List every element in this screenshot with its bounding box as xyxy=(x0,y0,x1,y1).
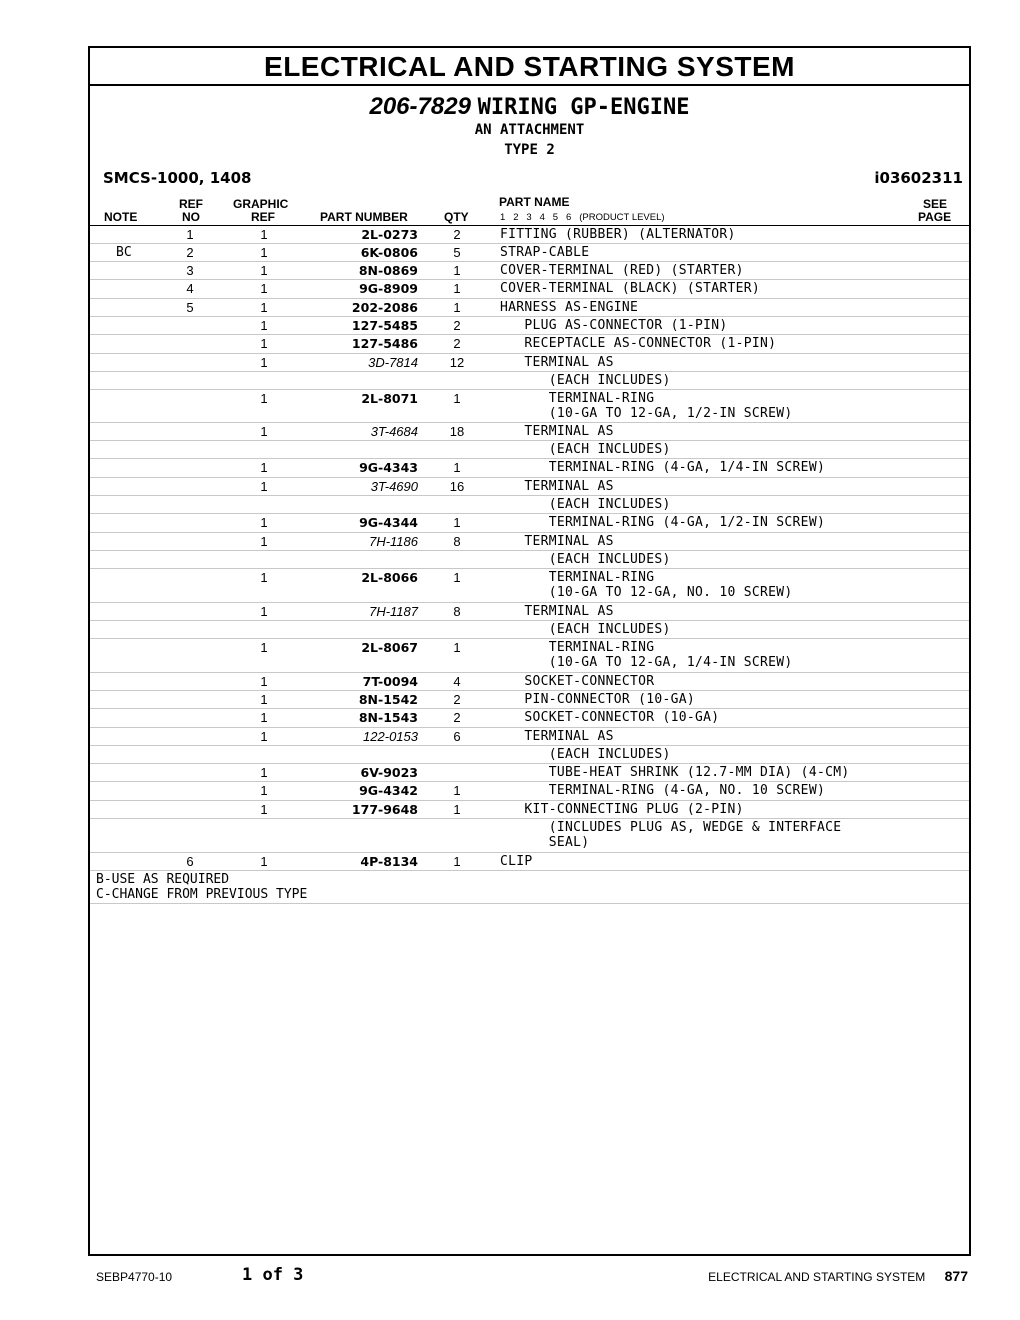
graphic-ref-cell: 1 xyxy=(260,692,268,707)
column-header xyxy=(90,195,969,226)
section-title: ELECTRICAL AND STARTING SYSTEM xyxy=(90,48,969,86)
qty-cell: 1 xyxy=(453,391,461,406)
part-name-cell: TERMINAL AS xyxy=(500,534,614,549)
ref-no-cell: 2 xyxy=(186,245,194,260)
ref-no-cell: 1 xyxy=(186,227,194,242)
table-row xyxy=(90,533,969,551)
part-name-cell: RECEPTACLE AS-CONNECTOR (1-PIN) xyxy=(500,336,777,351)
qty-cell: 4 xyxy=(453,674,461,689)
graphic-ref-cell: 1 xyxy=(260,604,268,619)
qty-cell: 1 xyxy=(453,854,461,869)
parts-page-frame xyxy=(88,46,971,1256)
ref-no-cell: 6 xyxy=(186,854,194,869)
qty-cell: 2 xyxy=(453,710,461,725)
part-number-cell: 2L-8071 xyxy=(361,391,418,406)
qty-cell: 1 xyxy=(453,640,461,655)
graphic-ref-cell: 1 xyxy=(260,300,268,315)
part-number-cell: 9G-4342 xyxy=(359,783,418,798)
page-number: 877 xyxy=(944,1268,968,1284)
table-row xyxy=(90,423,969,441)
table-row xyxy=(90,478,969,496)
table-row xyxy=(90,764,969,782)
table-row xyxy=(90,639,969,673)
attachment-line: AN ATTACHMENT xyxy=(474,122,585,138)
part-name-cell: SOCKET-CONNECTOR xyxy=(500,674,655,689)
table-row xyxy=(90,244,969,262)
qty-cell: 1 xyxy=(453,802,461,817)
graphic-ref-cell: 1 xyxy=(260,729,268,744)
graphic-ref-cell: 1 xyxy=(260,765,268,780)
footer-section xyxy=(708,1268,968,1284)
qty-cell: 1 xyxy=(453,460,461,475)
graphic-ref-cell: 1 xyxy=(260,281,268,296)
notes-block xyxy=(90,871,969,904)
part-number-cell: 7H-1187 xyxy=(369,604,418,619)
graphic-ref-cell: 1 xyxy=(260,227,268,242)
part-name-cell: TERMINAL-RING (4-GA, 1/4-IN SCREW) xyxy=(500,460,826,475)
part-number-cell: 2L-8066 xyxy=(361,570,418,585)
qty-cell: 16 xyxy=(449,479,465,494)
table-row xyxy=(90,673,969,691)
graphic-ref-cell: 1 xyxy=(260,460,268,475)
graphic-ref-cell: 1 xyxy=(260,802,268,817)
qty-cell: 1 xyxy=(453,281,461,296)
part-number-cell: 7H-1186 xyxy=(369,534,418,549)
part-name-cell: PLUG AS-CONNECTOR (1-PIN) xyxy=(500,318,728,333)
ref-no-cell: 3 xyxy=(186,263,194,278)
part-name-cell: TERMINAL AS xyxy=(500,604,614,619)
graphic-ref-cell: 1 xyxy=(260,674,268,689)
note-cell: BC xyxy=(116,245,132,260)
table-row xyxy=(90,390,969,423)
part-number-cell: 3D-7814 xyxy=(368,355,418,370)
col-part-name: PART NAME xyxy=(499,195,570,209)
type-line: TYPE 2 xyxy=(504,142,555,158)
document-id: i03602311 xyxy=(874,169,963,187)
part-number-cell: 2L-8067 xyxy=(361,640,418,655)
qty-cell: 2 xyxy=(453,318,461,333)
table-row xyxy=(90,728,969,746)
note-line: B-USE AS REQUIRED xyxy=(96,872,230,887)
col-gref-top: GRAPHIC xyxy=(233,197,289,211)
qty-cell: 1 xyxy=(453,515,461,530)
page-of: 1 of 3 xyxy=(242,1265,304,1285)
table-row xyxy=(90,621,969,639)
graphic-ref-cell: 1 xyxy=(260,479,268,494)
part-name-cell: TERMINAL AS xyxy=(500,479,614,494)
part-number-cell: 9G-4343 xyxy=(359,460,418,475)
part-number-cell: 4P-8134 xyxy=(360,854,418,869)
col-gref-bot: REF xyxy=(251,210,275,224)
qty-cell: 2 xyxy=(453,227,461,242)
part-name-cell: FITTING (RUBBER) (ALTERNATOR) xyxy=(500,227,736,242)
table-row xyxy=(90,569,969,603)
part-name-cell: TERMINAL AS xyxy=(500,729,614,744)
table-row xyxy=(90,459,969,478)
part-name-cell: TERMINAL-RING (10-GA TO 12-GA, NO. 10 SCREW) xyxy=(548,570,793,600)
part-number-cell: 6V-9023 xyxy=(360,765,418,780)
part-name-cell: TERMINAL-RING (10-GA TO 12-GA, 1/4-IN SCREW) xyxy=(548,640,793,670)
qty-cell: 18 xyxy=(449,424,465,439)
part-name-cell: TERMINAL-RING (4-GA, NO. 10 SCREW) xyxy=(500,783,826,798)
qty-cell: 1 xyxy=(453,300,461,315)
graphic-ref-cell: 1 xyxy=(260,515,268,530)
graphic-ref-cell: 1 xyxy=(260,710,268,725)
qty-cell: 8 xyxy=(453,534,461,549)
part-name-cell: COVER-TERMINAL (BLACK) (STARTER) xyxy=(500,281,761,296)
graphic-ref-cell: 1 xyxy=(260,263,268,278)
col-ref-bot: NO xyxy=(182,210,200,224)
graphic-ref-cell: 1 xyxy=(260,854,268,869)
group-title xyxy=(90,92,969,123)
part-name-cell: STRAP-CABLE xyxy=(500,245,590,260)
qty-cell: 5 xyxy=(453,245,461,260)
part-number-cell: 6K-0806 xyxy=(360,245,418,260)
qty-cell: 1 xyxy=(453,783,461,798)
qty-cell: 12 xyxy=(449,355,465,370)
parts-table xyxy=(90,226,969,904)
table-row xyxy=(90,551,969,569)
col-ref-top: REF xyxy=(179,197,203,211)
part-number-cell: 9G-4344 xyxy=(359,515,418,530)
part-name-cell: PIN-CONNECTOR (10-GA) xyxy=(500,692,696,707)
table-row xyxy=(90,335,969,354)
table-row xyxy=(90,354,969,372)
part-name-cell: (EACH INCLUDES) xyxy=(500,373,671,388)
table-row xyxy=(90,299,969,317)
part-name-cell: TERMINAL-RING (4-GA, 1/2-IN SCREW) xyxy=(500,515,826,530)
table-row xyxy=(90,853,969,871)
part-number-cell: 8N-1542 xyxy=(358,692,418,707)
group-number: 206-7829 xyxy=(369,93,471,120)
part-name-cell: (EACH INCLUDES) xyxy=(500,442,671,457)
table-row xyxy=(90,709,969,728)
part-name-cell: TERMINAL-RING (10-GA TO 12-GA, 1/2-IN SCREW) xyxy=(548,391,793,421)
table-row xyxy=(90,496,969,514)
part-name-cell: (EACH INCLUDES) xyxy=(500,552,671,567)
part-name-cell: TERMINAL AS xyxy=(500,424,614,439)
qty-cell: 2 xyxy=(453,336,461,351)
part-number-cell: 8N-1543 xyxy=(358,710,418,725)
graphic-ref-cell: 1 xyxy=(260,355,268,370)
table-row xyxy=(90,441,969,459)
qty-cell: 1 xyxy=(453,570,461,585)
table-row xyxy=(90,317,969,335)
part-number-cell: 127-5486 xyxy=(351,336,418,351)
graphic-ref-cell: 1 xyxy=(260,783,268,798)
graphic-ref-cell: 1 xyxy=(260,640,268,655)
graphic-ref-cell: 1 xyxy=(260,318,268,333)
table-row xyxy=(90,782,969,801)
part-number-cell: 9G-8909 xyxy=(359,281,418,296)
graphic-ref-cell: 1 xyxy=(260,245,268,260)
table-row xyxy=(90,280,969,299)
table-row xyxy=(90,372,969,390)
ref-no-cell: 5 xyxy=(186,300,194,315)
graphic-ref-cell: 1 xyxy=(260,391,268,406)
part-number-cell: 177-9648 xyxy=(351,802,418,817)
part-name-cell: SOCKET-CONNECTOR (10-GA) xyxy=(500,710,720,725)
part-name-cell: TERMINAL AS xyxy=(500,355,614,370)
doc-code: SEBP4770-10 xyxy=(96,1270,173,1284)
part-name-cell: (EACH INCLUDES) xyxy=(500,497,671,512)
part-number-cell: 127-5485 xyxy=(351,318,418,333)
graphic-ref-cell: 1 xyxy=(260,570,268,585)
qty-cell: 8 xyxy=(453,604,461,619)
part-number-cell: 2L-0273 xyxy=(361,227,418,242)
table-row xyxy=(90,691,969,709)
footer-section-title: ELECTRICAL AND STARTING SYSTEM xyxy=(708,1270,926,1284)
note-line: C-CHANGE FROM PREVIOUS TYPE xyxy=(96,887,308,902)
col-part-number: PART NUMBER xyxy=(320,210,408,224)
table-row xyxy=(90,746,969,764)
part-name-cell: (EACH INCLUDES) xyxy=(500,622,671,637)
part-number-cell: 202-2086 xyxy=(351,300,418,315)
qty-cell: 1 xyxy=(453,263,461,278)
qty-cell: 6 xyxy=(453,729,461,744)
graphic-ref-cell: 1 xyxy=(260,424,268,439)
part-name-cell: TUBE-HEAT SHRINK (12.7-MM DIA) (4-CM) xyxy=(500,765,850,780)
qty-cell: 2 xyxy=(453,692,461,707)
part-name-cell: COVER-TERMINAL (RED) (STARTER) xyxy=(500,263,744,278)
part-name-cell: CLIP xyxy=(500,854,533,869)
part-name-cell: HARNESS AS-ENGINE xyxy=(500,300,639,315)
table-row xyxy=(90,262,969,280)
table-row xyxy=(90,514,969,533)
table-row xyxy=(90,801,969,819)
col-note: NOTE xyxy=(104,210,138,224)
part-name-cell: KIT-CONNECTING PLUG (2-PIN) xyxy=(500,802,744,817)
ref-no-cell: 4 xyxy=(186,281,194,296)
col-see-top: SEE xyxy=(923,197,948,211)
part-number-cell: 7T-0094 xyxy=(362,674,418,689)
col-product-level: 1 2 3 4 5 6 (PRODUCT LEVEL) xyxy=(500,212,665,223)
part-name-cell: (INCLUDES PLUG AS, WEDGE & INTERFACE SEAL) xyxy=(548,820,842,850)
table-row xyxy=(90,226,969,244)
part-number-cell: 3T-4690 xyxy=(370,479,418,494)
part-number-cell: 8N-0869 xyxy=(358,263,418,278)
part-number-cell: 3T-4684 xyxy=(370,424,418,439)
table-row xyxy=(90,603,969,621)
smcs-code: SMCS-1000, 1408 xyxy=(103,169,252,187)
col-qty: QTY xyxy=(444,210,469,224)
part-name-cell: (EACH INCLUDES) xyxy=(500,747,671,762)
table-row xyxy=(90,819,969,853)
part-number-cell: 122-0153 xyxy=(363,729,418,744)
graphic-ref-cell: 1 xyxy=(260,534,268,549)
group-name: WIRING GP-ENGINE xyxy=(477,95,690,120)
col-see-bot: PAGE xyxy=(918,210,952,224)
graphic-ref-cell: 1 xyxy=(260,336,268,351)
